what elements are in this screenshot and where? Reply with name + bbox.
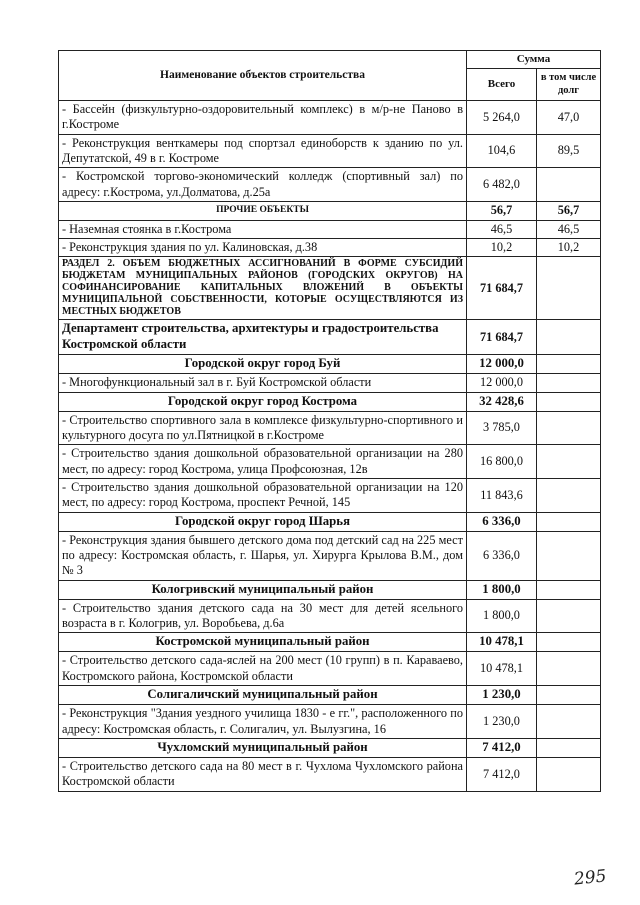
table-row — [59, 238, 601, 256]
row-debt-cell — [537, 686, 601, 705]
row-name-cell: Чухломский муниципальный район — [59, 738, 467, 757]
header-debt-column: в том числе долг — [537, 69, 601, 101]
row-debt-cell: 56,7 — [537, 202, 601, 220]
group-small-row — [59, 202, 601, 220]
row-debt-cell: 46,5 — [537, 220, 601, 238]
row-total-cell: 71 684,7 — [467, 257, 537, 320]
row-debt-cell — [537, 355, 601, 374]
row-name-cell: Солигаличский муниципальный район — [59, 686, 467, 705]
group-row — [59, 738, 601, 757]
row-name-cell: - Наземная стоянка в г.Кострома — [59, 220, 467, 238]
row-name-cell: - Бассейн (физкультурно-оздоровительный комплекс) в м/р-не Паново в г.Костроме — [59, 101, 467, 135]
table-row — [59, 168, 601, 202]
row-debt-cell — [537, 445, 601, 479]
row-name-cell: Городской округ город Шарья — [59, 512, 467, 531]
row-debt-cell — [537, 478, 601, 512]
row-name-cell: - Реконструкция здания бывшего детского дома под детский сад на 225 мест по адресу: Костромская область, г. Шарья, ул. Хирурга Крылова В.М., дом № 3 — [59, 531, 467, 580]
table-header — [59, 51, 601, 101]
row-debt-cell: 89,5 — [537, 134, 601, 168]
row-debt-cell — [537, 599, 601, 633]
row-total-cell: 6 336,0 — [467, 531, 537, 580]
row-total-cell: 3 785,0 — [467, 411, 537, 445]
row-total-cell: 16 800,0 — [467, 445, 537, 479]
row-name-cell: - Строительство здания дошкольной образовательной организации на 280 мест, по адресу: город Кострома, улица Профсоюзная, 12в — [59, 445, 467, 479]
row-debt-cell — [537, 374, 601, 392]
table-row — [59, 478, 601, 512]
header-sum-column: Сумма — [467, 51, 601, 69]
row-total-cell: 11 843,6 — [467, 478, 537, 512]
table-row — [59, 757, 601, 791]
row-debt-cell — [537, 320, 601, 355]
section-row — [59, 257, 601, 320]
table-row — [59, 374, 601, 392]
row-debt-cell — [537, 392, 601, 411]
row-name-cell: Городской округ город Кострома — [59, 392, 467, 411]
row-total-cell: 1 800,0 — [467, 599, 537, 633]
row-debt-cell — [537, 168, 601, 202]
table-row — [59, 652, 601, 686]
table-row — [59, 101, 601, 135]
row-name-cell: - Строительство спортивного зала в комплексе физкультурно-спортивного и культурного досуга по ул.Пятницкой в г.Костроме — [59, 411, 467, 445]
row-debt-cell — [537, 757, 601, 791]
table-row — [59, 220, 601, 238]
row-total-cell: 12 000,0 — [467, 374, 537, 392]
group-row — [59, 355, 601, 374]
row-name-cell: РАЗДЕЛ 2. ОБЪЕМ БЮДЖЕТНЫХ АССИГНОВАНИЙ В ФОРМЕ СУБСИДИЙ БЮДЖЕТАМ МУНИЦИПАЛЬНЫХ РАЙОНОВ (ГОРОДСКИХ ОКРУГОВ) НА СОФИНАНСИРОВАНИЕ КАПИТАЛЬНЫХ ВЛОЖЕНИЙ В ОБЪЕКТЫ МУНИЦИПАЛЬНОЙ СОБСТВЕННОСТИ, КОТОРЫЕ ОСУЩЕСТВЛЯЮТСЯ ИЗ МЕСТНЫХ БЮДЖЕТОВ — [59, 257, 467, 320]
row-name-cell: - Строительство здания детского сада на 30 мест для детей ясельного возраста в г. Кологрив, ул. Воробьева, д.6а — [59, 599, 467, 633]
table-row — [59, 411, 601, 445]
row-debt-cell — [537, 531, 601, 580]
table-row — [59, 599, 601, 633]
row-total-cell: 1 230,0 — [467, 705, 537, 739]
row-total-cell: 56,7 — [467, 202, 537, 220]
row-total-cell: 7 412,0 — [467, 757, 537, 791]
table-row — [59, 705, 601, 739]
row-total-cell: 32 428,6 — [467, 392, 537, 411]
row-total-cell: 104,6 — [467, 134, 537, 168]
row-debt-cell — [537, 257, 601, 320]
row-total-cell: 1 230,0 — [467, 686, 537, 705]
row-name-cell: - Костромской торгово-экономический колледж (спортивный зал) по адресу: г.Кострома, ул.Долматова, д.25а — [59, 168, 467, 202]
row-total-cell: 46,5 — [467, 220, 537, 238]
row-name-cell: Костромской муниципальный район — [59, 633, 467, 652]
row-debt-cell: 10,2 — [537, 238, 601, 256]
table-row — [59, 445, 601, 479]
row-name-cell: Департамент строительства, архитектуры и градостроительства Костромской области — [59, 320, 467, 355]
row-total-cell: 6 336,0 — [467, 512, 537, 531]
row-debt-cell — [537, 580, 601, 599]
table-row — [59, 134, 601, 168]
row-name-cell: - Реконструкция "Здания уездного училища 1830 - е гг.", расположенного по адресу: Костромская область, г. Солигалич, ул. Вылузгина, 16 — [59, 705, 467, 739]
table-body — [59, 101, 601, 792]
row-total-cell: 10,2 — [467, 238, 537, 256]
row-debt-cell — [537, 411, 601, 445]
row-name-cell: Кологривский муниципальный район — [59, 580, 467, 599]
row-name-cell: - Реконструкция венткамеры под спортзал единоборств к зданию по ул. Депутатской, 49 в г. Костроме — [59, 134, 467, 168]
row-total-cell: 10 478,1 — [467, 633, 537, 652]
header-total-column: Всего — [467, 69, 537, 101]
page-number: 295 — [573, 866, 608, 890]
group-row — [59, 580, 601, 599]
row-debt-cell — [537, 633, 601, 652]
row-name-cell: - Строительство здания дошкольной образовательной организации на 120 мест, по адресу: город Кострома, проспект Речной, 145 — [59, 478, 467, 512]
dept-row — [59, 320, 601, 355]
table-row — [59, 531, 601, 580]
row-debt-cell — [537, 738, 601, 757]
row-total-cell: 12 000,0 — [467, 355, 537, 374]
row-debt-cell: 47,0 — [537, 101, 601, 135]
row-name-cell: - Реконструкция здания по ул. Калиновская, д.38 — [59, 238, 467, 256]
row-name-cell: - Строительство детского сада на 80 мест в г. Чухлома Чухломского района Костромской области — [59, 757, 467, 791]
row-total-cell: 1 800,0 — [467, 580, 537, 599]
row-total-cell: 10 478,1 — [467, 652, 537, 686]
row-name-cell: - Многофункциональный зал в г. Буй Костромской области — [59, 374, 467, 392]
row-name-cell: Городской округ город Буй — [59, 355, 467, 374]
group-row — [59, 633, 601, 652]
group-row — [59, 686, 601, 705]
row-debt-cell — [537, 512, 601, 531]
row-debt-cell — [537, 705, 601, 739]
row-total-cell: 6 482,0 — [467, 168, 537, 202]
row-debt-cell — [537, 652, 601, 686]
row-total-cell: 71 684,7 — [467, 320, 537, 355]
header-name-column: Наименование объектов строительства — [59, 51, 467, 101]
row-total-cell: 7 412,0 — [467, 738, 537, 757]
row-total-cell: 5 264,0 — [467, 101, 537, 135]
row-name-cell: - Строительство детского сада-яслей на 200 мест (10 групп) в п. Караваево, Костромского района, Костромской области — [59, 652, 467, 686]
budget-table — [58, 50, 601, 792]
group-row — [59, 512, 601, 531]
row-name-cell: ПРОЧИЕ ОБЪЕКТЫ — [59, 202, 467, 220]
group-row — [59, 392, 601, 411]
